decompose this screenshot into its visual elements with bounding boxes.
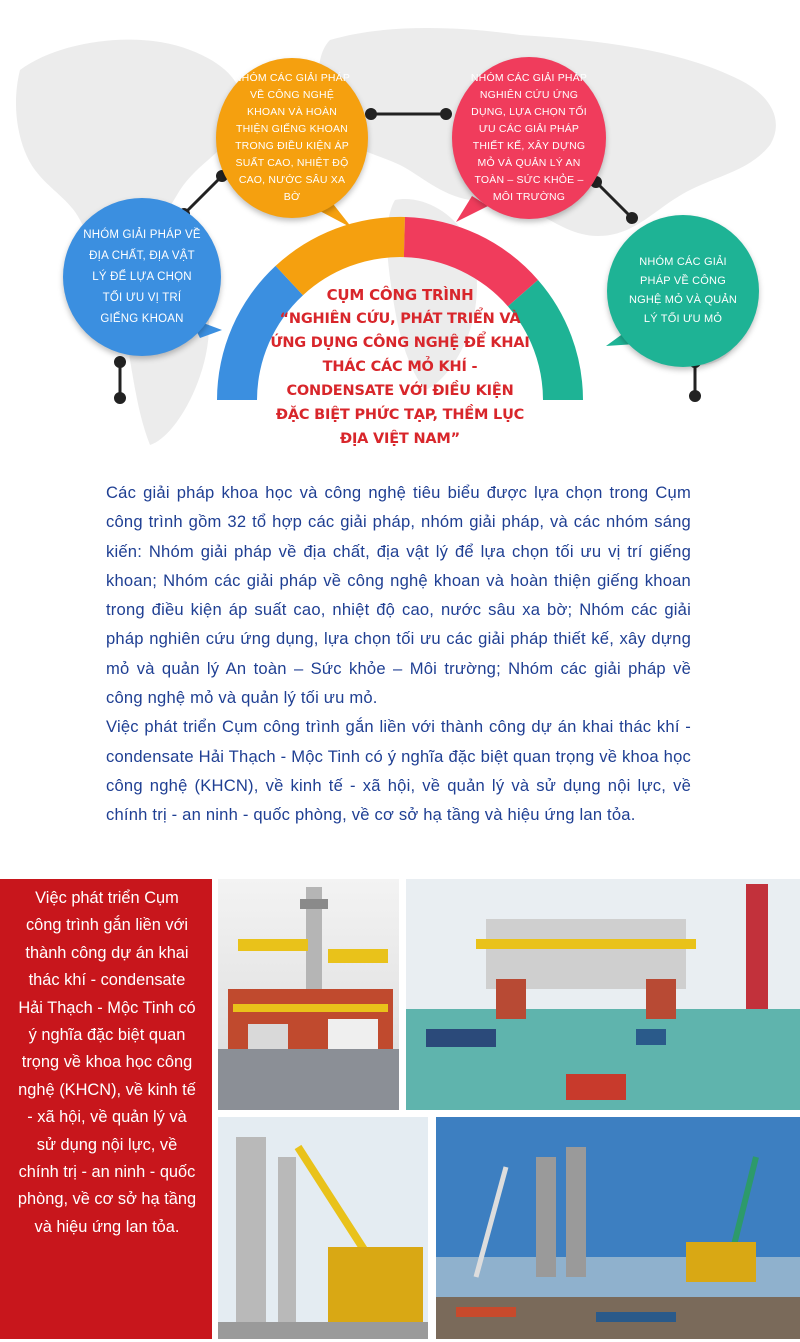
body-text [106, 478, 691, 830]
center-title [268, 283, 532, 451]
bubble-research [452, 57, 606, 219]
body-paragraph-2: Việc phát triển Cụm công trình gắn liền với thành công dự án khai thác khí - condensate Hải Thạch - Mộc Tinh có ý nghĩa đặc biệt quan trọng về khoa học công nghệ (KHCN), về kinh tế - xã hội, về quản lý và sử dụng nội lực, về chính trị - an ninh - quốc phòng, về cơ sở hạ tầng và hiệu ứng lan tỏa. [106, 717, 691, 825]
photo-semisub-harbor [406, 879, 800, 1110]
photo-platform-derrick [218, 879, 399, 1110]
bubble-research-text: NHÓM CÁC GIẢI PHÁP NGHIÊN CỨU ỨNG DỤNG, LỰA CHỌN TỐI ƯU CÁC GIẢI PHÁP THIẾT KẾ, XÂY DỰNG MỎ VÀ QUẢN LÝ AN TOÀN – SỨC KHỎE – MÔI TRƯỜNG [470, 72, 588, 203]
bubble-mining-text: NHÓM CÁC GIẢI PHÁP VỀ CÔNG NGHỆ MỎ VÀ QUẢN LÝ TỐI ƯU MỎ [628, 256, 738, 325]
bubble-drilling-text: NHÓM CÁC GIẢI PHÁP VỀ CÔNG NGHỆ KHOAN VÀ HOÀN THIỆN GIẾNG KHOAN TRONG ĐIỀU KIỆN ÁP SUẤT CAO, NHIỆT ĐỘ CAO, NƯỚC SÂU XA BỜ [233, 72, 351, 203]
center-title-line2: “NGHIÊN CỨU, PHÁT TRIỂN VÀ ỨNG DỤNG CÔNG NGHỆ ĐỂ KHAI THÁC CÁC MỎ KHÍ - CONDENSATE VỚI ĐIỀU KIỆN ĐẶC BIỆT PHỨC TẠP, THỀM LỤC ĐỊA VIỆT NAM” [270, 311, 530, 447]
bubble-geology-text: NHÓM GIẢI PHÁP VỀ ĐỊA CHẤT, ĐỊA VẬT LÝ ĐỂ LỰA CHỌN TỐI ƯU VỊ TRÍ GIẾNG KHOAN [83, 228, 201, 325]
bubble-geology [63, 198, 221, 356]
photo-shipyard [436, 1117, 800, 1339]
photo-jackup-crane [218, 1117, 428, 1339]
center-title-line1: CỤM CÔNG TRÌNH [326, 286, 474, 304]
quote-box-text: Việc phát triển Cụm công trình gắn liền với thành công dự án khai thác khí - condensate Hải Thạch - Mộc Tinh có ý nghĩa đặc biệt quan trọng về khoa học công nghệ (KHCN), về kinh tế - xã hội, về quản lý và sử dụng nội lực, về chính trị - an ninh - quốc phòng, về cơ sở hạ tầng và hiệu ứng lan tỏa. [17, 889, 197, 1236]
quote-box [0, 879, 212, 1339]
bubble-drilling [216, 58, 368, 218]
body-paragraph-1: Các giải pháp khoa học và công nghệ tiêu biểu được lựa chọn trong Cụm công trình gồm 32 tổ hợp các giải pháp, nhóm giải pháp, và các nhóm sáng kiến: Nhóm giải pháp về địa chất, địa vật lý để lựa chọn tối ưu vị trí giếng khoan; Nhóm các giải pháp về công nghệ khoan và hoàn thiện giếng khoan trong điều kiện áp suất cao, nhiệt độ cao, nước sâu xa bờ; Nhóm các giải pháp nghiên cứu ứng dụng, lựa chọn tối ưu các giải pháp thiết kế, xây dựng mỏ và quản lý An toàn – Sức khỏe – Môi trường; Nhóm các giải pháp về công nghệ mỏ và quản lý tối ưu mỏ. [106, 483, 691, 708]
bubble-mining [607, 215, 759, 367]
